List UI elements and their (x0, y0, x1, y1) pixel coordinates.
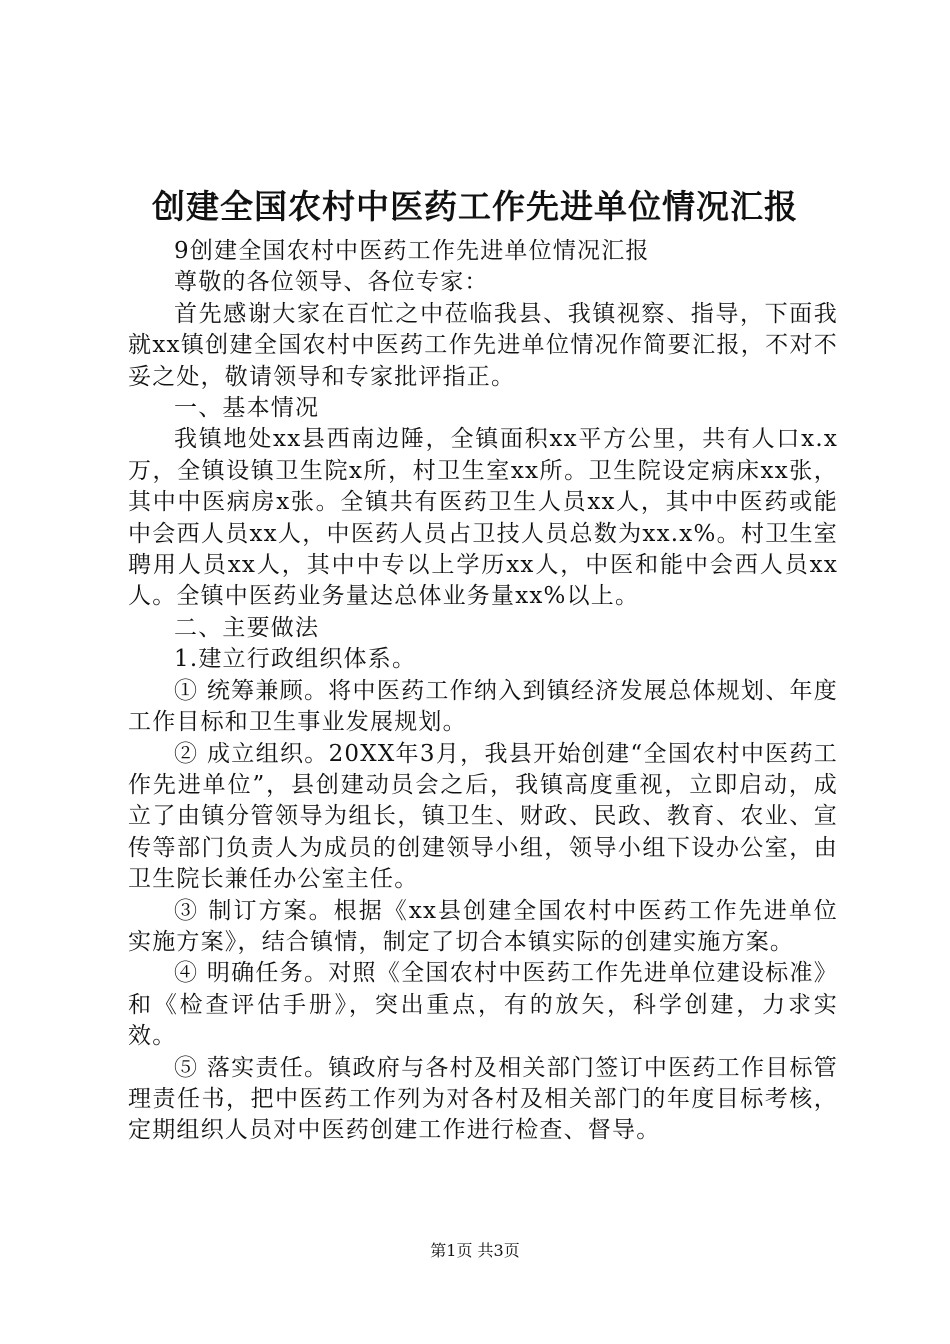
list-item-formulate-plan: ③ 制订方案。根据《xx县创建全国农村中医药工作先进单位实施方案》，结合镇情，制定了切合本镇实际的创建实施方案。 (128, 897, 838, 955)
list-item-implement-responsibility: ⑤ 落实责任。镇政府与各村及相关部门签订中医药工作目标管理责任书，把中医药工作列为对各村及相关部门的年度目标考核，定期组织人员对中医药创建工作进行检查、督导。 (128, 1054, 838, 1144)
document-body (128, 236, 838, 1147)
list-item-clarify-tasks: ④ 明确任务。对照《全国农村中医药工作先进单位建设标准》和《检查评估手册》，突出重点，有的放矢，科学创建，力求实效。 (128, 960, 838, 1050)
document-title: 创建全国农村中医药工作先进单位情况汇报 (152, 187, 798, 226)
section-heading-main-practices: 二、主要做法 (174, 614, 320, 641)
paragraph-basic-situation: 我镇地处xx县西南边陲，全镇面积xx平方公里，共有人口x.x万，全镇设镇卫生院x所，村卫生室xx所。卫生院设定病床xx张，其中中医病房x张。全镇共有医药卫生人员xx人，其中中医药或能中会西人员xx人，中医药人员占卫技人员总数为xx.x%。村卫生室聘用人员xx人，其中中专以上学历xx人，中医和能中会西人员xx人。全镇中医药业务量达总体业务量xx%以上。 (128, 426, 838, 610)
list-item-establish-organization: ② 成立组织。20XX年3月，我县开始创建“全国农村中医药工作先进单位”，县创建动员会之后，我镇高度重视，立即启动，成立了由镇分管领导为组长，镇卫生、财政、民政、教育、农业、宣传等部门负责人为成员的创建领导小组，领导小组下设办公室，由卫生院长兼任办公室主任。 (128, 740, 838, 893)
section-heading-basic-situation: 一、基本情况 (174, 395, 320, 422)
page-footer: 第1页 共3页 (430, 1241, 520, 1260)
paragraph-subtitle: 9创建全国农村中医药工作先进单位情况汇报 (174, 238, 650, 264)
subsection-heading-admin-system: 1.建立行政组织体系。 (174, 646, 417, 673)
paragraph-salutation: 尊敬的各位领导、各位专家： (174, 269, 489, 296)
list-item-overall-planning: ① 统筹兼顾。将中医药工作纳入到镇经济发展总体规划、年度工作目标和卫生事业发展规划。 (128, 677, 838, 736)
paragraph-intro: 首先感谢大家在百忙之中莅临我县、我镇视察、指导，下面我就xx镇创建全国农村中医药工作先进单位情况作简要汇报，不对不妥之处，敬请领导和专家批评指正。 (128, 300, 838, 390)
